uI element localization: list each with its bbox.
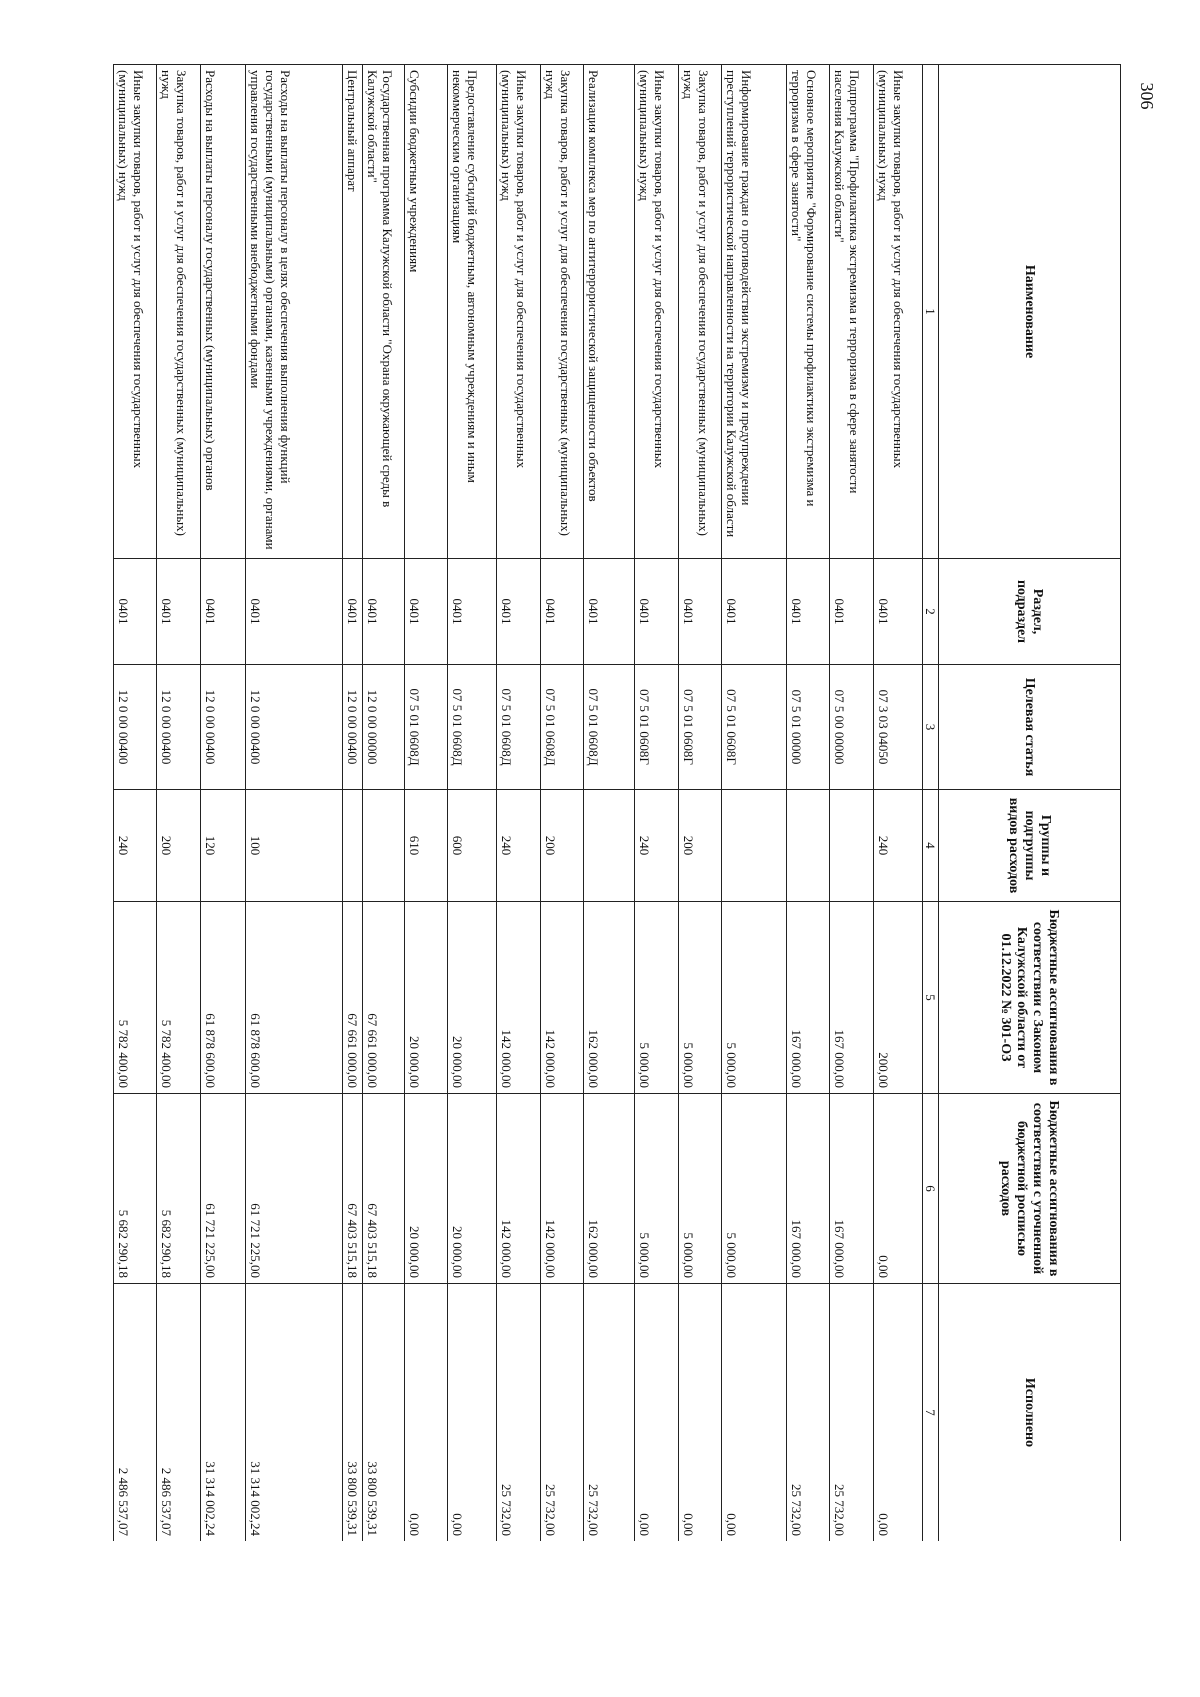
row-target: 07 5 01 0608Д <box>447 665 496 790</box>
row-group: 200 <box>157 790 200 902</box>
header-target: Целевая статья <box>939 665 1121 790</box>
row-refined: 167 000,00 <box>786 1094 829 1284</box>
row-executed: 0,00 <box>678 1284 721 1542</box>
row-section: 0401 <box>678 559 721 665</box>
row-group: 200 <box>540 790 583 902</box>
row-group: 240 <box>497 790 540 902</box>
row-group: 240 <box>873 790 922 902</box>
row-refined: 5 000,00 <box>722 1094 787 1284</box>
row-name: Субсидии бюджетным учреждениям <box>404 65 447 559</box>
row-target: 12 0 00 00400 <box>157 665 200 790</box>
row-executed: 0,00 <box>404 1284 447 1542</box>
row-section: 0401 <box>873 559 922 665</box>
row-refined: 20 000,00 <box>447 1094 496 1284</box>
table-row <box>786 65 829 1542</box>
row-name: Закупка товаров, работ и услуг для обеспечения государственных (муниципальных) нужд <box>678 65 721 559</box>
table-container <box>113 64 1121 1541</box>
column-number-row <box>923 65 939 1542</box>
row-target: 12 0 00 00400 <box>342 665 363 790</box>
row-law: 200,00 <box>873 902 922 1094</box>
row-target: 12 0 00 00400 <box>246 665 343 790</box>
row-refined: 167 000,00 <box>830 1094 873 1284</box>
row-group: 240 <box>635 790 678 902</box>
row-target: 07 5 01 0608Д <box>497 665 540 790</box>
row-law: 5 000,00 <box>635 902 678 1094</box>
row-section: 0401 <box>246 559 343 665</box>
header-section: Раздел, подраздел <box>939 559 1121 665</box>
row-group: 610 <box>404 790 447 902</box>
row-law: 167 000,00 <box>786 902 829 1094</box>
table-row <box>497 65 540 1542</box>
table-row <box>342 65 363 1542</box>
row-law: 20 000,00 <box>404 902 447 1094</box>
row-executed: 0,00 <box>447 1284 496 1542</box>
row-section: 0401 <box>540 559 583 665</box>
row-executed: 25 732,00 <box>497 1284 540 1542</box>
row-group: 600 <box>447 790 496 902</box>
table-row <box>363 65 404 1542</box>
row-refined: 61 721 225,00 <box>246 1094 343 1284</box>
row-target: 07 5 01 0608Г <box>678 665 721 790</box>
table-row <box>722 65 787 1542</box>
table-row <box>540 65 583 1542</box>
row-section: 0401 <box>363 559 404 665</box>
row-executed: 25 732,00 <box>786 1284 829 1542</box>
row-executed: 25 732,00 <box>540 1284 583 1542</box>
row-name: Подпрограмма "Профилактика экстремизма и терроризма в сфере занятости населения Калужской области" <box>830 65 873 559</box>
row-executed: 0,00 <box>722 1284 787 1542</box>
header-refined: Бюджетные ассигнования в соответствии с уточненной бюджетной росписью расходов <box>939 1094 1121 1284</box>
row-section: 0401 <box>786 559 829 665</box>
row-law: 20 000,00 <box>447 902 496 1094</box>
row-executed: 0,00 <box>873 1284 922 1542</box>
column-number: 2 <box>923 559 939 665</box>
budget-table <box>113 64 1121 1541</box>
row-target: 07 5 00 00000 <box>830 665 873 790</box>
row-executed: 2 486 537,07 <box>114 1284 157 1542</box>
row-section: 0401 <box>200 559 245 665</box>
column-number: 5 <box>923 902 939 1094</box>
row-name: Информирование граждан о противодействии экстремизму и предупреждении преступлений террористической направленности на территории Калужской области <box>722 65 787 559</box>
column-number: 6 <box>923 1094 939 1284</box>
row-section: 0401 <box>114 559 157 665</box>
row-section: 0401 <box>830 559 873 665</box>
row-executed: 0,00 <box>635 1284 678 1542</box>
row-law: 142 000,00 <box>540 902 583 1094</box>
row-refined: 67 403 515,18 <box>363 1094 404 1284</box>
table-row <box>583 65 635 1542</box>
row-executed: 2 486 537,07 <box>157 1284 200 1542</box>
table-row <box>246 65 343 1542</box>
row-target: 12 0 00 00400 <box>200 665 245 790</box>
row-target: 07 5 01 0608Г <box>635 665 678 790</box>
table-row <box>873 65 922 1542</box>
row-target: 07 5 01 0608Д <box>404 665 447 790</box>
row-name: Иные закупки товаров, работ и услуг для обеспечения государственных (муниципальных) нужд <box>114 65 157 559</box>
row-group: 200 <box>678 790 721 902</box>
row-executed: 33 800 539,31 <box>342 1284 363 1542</box>
row-name: Центральный аппарат <box>342 65 363 559</box>
column-number: 4 <box>923 790 939 902</box>
row-group <box>583 790 635 902</box>
row-target: 07 5 01 0608Г <box>722 665 787 790</box>
row-executed: 33 800 539,31 <box>363 1284 404 1542</box>
row-name: Расходы на выплаты персоналу государственных (муниципальных) органов <box>200 65 245 559</box>
header-groups: Группы и подгруппы видов расходов <box>939 790 1121 902</box>
row-group: 100 <box>246 790 343 902</box>
row-refined: 5 682 290,18 <box>157 1094 200 1284</box>
row-name: Иные закупки товаров, работ и услуг для обеспечения государственных (муниципальных) нужд <box>497 65 540 559</box>
row-law: 5 000,00 <box>722 902 787 1094</box>
row-target: 07 5 01 0608Д <box>540 665 583 790</box>
row-target: 07 3 03 04050 <box>873 665 922 790</box>
row-executed: 31 314 002,24 <box>246 1284 343 1542</box>
row-name: Закупка товаров, работ и услуг для обеспечения государственных (муниципальных) нужд <box>540 65 583 559</box>
table-row <box>447 65 496 1542</box>
row-group <box>722 790 787 902</box>
row-refined: 162 000,00 <box>583 1094 635 1284</box>
row-executed: 25 732,00 <box>583 1284 635 1542</box>
row-target: 12 0 00 00000 <box>363 665 404 790</box>
row-law: 5 000,00 <box>678 902 721 1094</box>
row-name: Расходы на выплаты персоналу в целях обеспечения выполнения функций государственными (муниципальными) органами, казенными учреждениями, органами управления государственными внебюджетными фондами <box>246 65 343 559</box>
table-row <box>114 65 157 1542</box>
row-target: 12 0 00 00400 <box>114 665 157 790</box>
row-group <box>363 790 404 902</box>
row-group: 240 <box>114 790 157 902</box>
header-row <box>939 65 1121 1542</box>
row-name: Основное мероприятие "Формирование системы профилактики экстремизма и терроризма в сфере занятости" <box>786 65 829 559</box>
rotated-table-frame <box>113 64 1121 1541</box>
row-refined: 5 000,00 <box>635 1094 678 1284</box>
row-law: 167 000,00 <box>830 902 873 1094</box>
row-law: 5 782 400,00 <box>157 902 200 1094</box>
row-group <box>342 790 363 902</box>
row-refined: 142 000,00 <box>497 1094 540 1284</box>
row-section: 0401 <box>447 559 496 665</box>
header-name: Наименование <box>939 65 1121 559</box>
row-refined: 20 000,00 <box>404 1094 447 1284</box>
column-number: 1 <box>923 65 939 559</box>
row-refined: 142 000,00 <box>540 1094 583 1284</box>
header-executed: Исполнено <box>939 1284 1121 1542</box>
row-section: 0401 <box>342 559 363 665</box>
header-law: Бюджетные ассигнования в соответствии с Законом Калужской области от 01.12.2022 № 301-ОЗ <box>939 902 1121 1094</box>
row-law: 142 000,00 <box>497 902 540 1094</box>
page-number: 306 <box>1137 82 1158 110</box>
table-row <box>404 65 447 1542</box>
row-section: 0401 <box>583 559 635 665</box>
column-number: 3 <box>923 665 939 790</box>
row-law: 67 661 000,00 <box>342 902 363 1094</box>
row-refined: 61 721 225,00 <box>200 1094 245 1284</box>
row-section: 0401 <box>635 559 678 665</box>
row-target: 07 5 01 0608Д <box>583 665 635 790</box>
row-target: 07 5 01 00000 <box>786 665 829 790</box>
row-section: 0401 <box>497 559 540 665</box>
row-name: Государственная программа Калужской области "Охрана окружающей среды в Калужской области" <box>363 65 404 559</box>
row-name: Закупка товаров, работ и услуг для обеспечения государственных (муниципальных) нужд <box>157 65 200 559</box>
row-section: 0401 <box>722 559 787 665</box>
row-law: 61 878 600,00 <box>246 902 343 1094</box>
row-section: 0401 <box>404 559 447 665</box>
row-executed: 25 732,00 <box>830 1284 873 1542</box>
row-refined: 67 403 515,18 <box>342 1094 363 1284</box>
row-law: 61 878 600,00 <box>200 902 245 1094</box>
row-group <box>786 790 829 902</box>
row-law: 5 782 400,00 <box>114 902 157 1094</box>
row-refined: 0,00 <box>873 1094 922 1284</box>
column-number: 7 <box>923 1284 939 1542</box>
row-refined: 5 000,00 <box>678 1094 721 1284</box>
table-row <box>678 65 721 1542</box>
row-name: Иные закупки товаров, работ и услуг для обеспечения государственных (муниципальных) нужд <box>873 65 922 559</box>
row-group <box>830 790 873 902</box>
row-law: 162 000,00 <box>583 902 635 1094</box>
table-row <box>830 65 873 1542</box>
row-section: 0401 <box>157 559 200 665</box>
table-row <box>157 65 200 1542</box>
row-name: Предоставление субсидий бюджетным, автономным учреждениям и иным некоммерческим организациям <box>447 65 496 559</box>
table-row <box>635 65 678 1542</box>
row-group: 120 <box>200 790 245 902</box>
row-law: 67 661 000,00 <box>363 902 404 1094</box>
row-name: Иные закупки товаров, работ и услуг для обеспечения государственных (муниципальных) нужд <box>635 65 678 559</box>
row-refined: 5 682 290,18 <box>114 1094 157 1284</box>
row-executed: 31 314 002,24 <box>200 1284 245 1542</box>
table-row <box>200 65 245 1542</box>
row-name: Реализация комплекса мер по антитеррористической защищенности объектов <box>583 65 635 559</box>
